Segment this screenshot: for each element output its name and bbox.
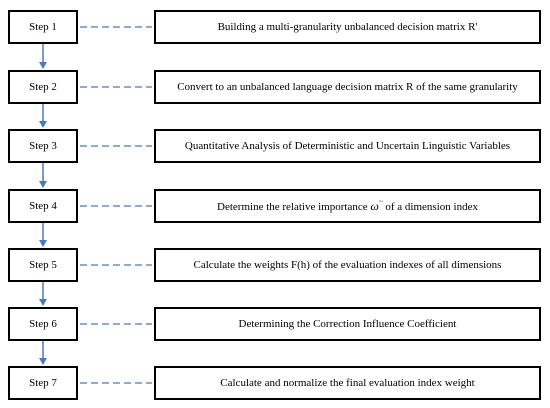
- step-3-description-box: [154, 129, 541, 163]
- step-7-description-box: [154, 366, 541, 400]
- step-5-box: [8, 248, 78, 282]
- step-6-description-box: [154, 307, 541, 341]
- step-3-box: [8, 129, 78, 163]
- step-4-box: [8, 189, 78, 223]
- step-3-label: Step 3: [29, 140, 57, 152]
- arrow-2-to-3-head-icon: [39, 121, 47, 128]
- step-2-box: [8, 70, 78, 104]
- step-1-description: Building a multi-granularity unbalanced decision matrix R': [217, 21, 478, 33]
- omega-symbol: [370, 198, 382, 214]
- arrow-1-to-2-head-icon: [39, 62, 47, 69]
- arrow-5-to-6-head-icon: [39, 299, 47, 306]
- step-1-label: Step 1: [29, 21, 57, 33]
- step-6-description: Determining the Correction Influence Coefficient: [238, 318, 457, 330]
- omega-symbol-tilde: ~: [378, 198, 383, 206]
- step-2-label: Step 2: [29, 81, 57, 93]
- step-1-box: [8, 10, 78, 44]
- step-6-box: [8, 307, 78, 341]
- step-1-description-box: [154, 10, 541, 44]
- arrow-3-to-4-head-icon: [39, 181, 47, 188]
- step-7-box: [8, 366, 78, 400]
- step-5-description: Calculate the weights F(h) of the evaluation indexes of all dimensions: [193, 259, 502, 271]
- step-4-label: Step 4: [29, 200, 57, 212]
- step-2-description: Convert to an unbalanced language decision matrix R of the same granularity: [177, 81, 518, 93]
- omega-symbol-letter: ω: [370, 199, 379, 213]
- step-7-description: Calculate and normalize the final evaluation index weight: [220, 377, 475, 389]
- step-4-description-box: [154, 189, 541, 223]
- step-2-description-box: [154, 70, 541, 104]
- step-4-description-before: Determine the relative importance: [217, 201, 371, 213]
- step-6-label: Step 6: [29, 318, 57, 330]
- arrow-6-to-7-head-icon: [39, 358, 47, 365]
- step-4-description: [217, 198, 478, 214]
- step-5-description-box: [154, 248, 541, 282]
- step-3-description: Quantitative Analysis of Deterministic and Uncertain Linguistic Variables: [184, 140, 511, 152]
- step-4-description-after: of a dimension index: [382, 201, 478, 213]
- arrow-4-to-5-head-icon: [39, 240, 47, 247]
- step-5-label: Step 5: [29, 259, 57, 271]
- step-7-label: Step 7: [29, 377, 57, 389]
